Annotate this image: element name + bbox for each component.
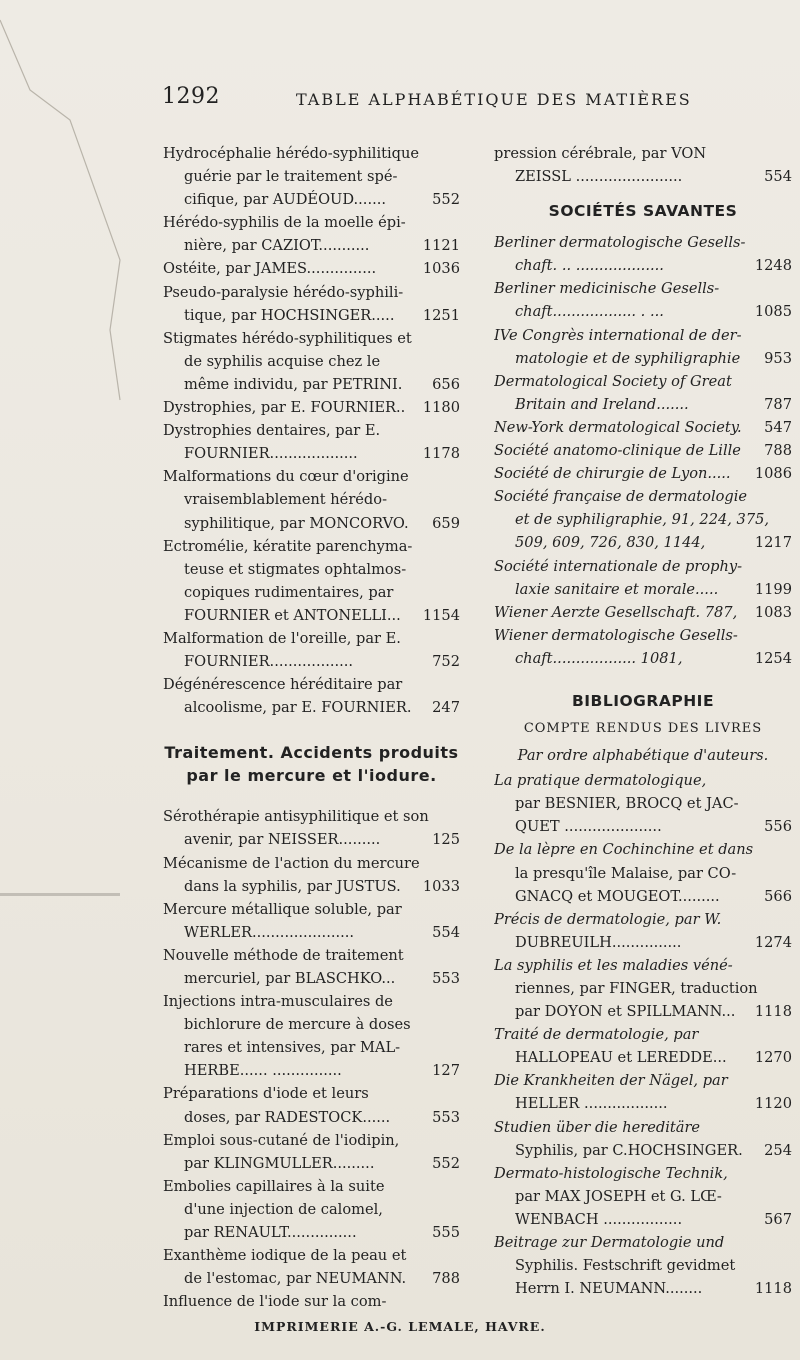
entry-page-ref: 554 <box>432 923 460 941</box>
entry-line: 509, 609, 726, 830, 1144, <box>515 534 706 552</box>
index-entry <box>163 673 460 719</box>
entry-line: Société de chirurgie de Lyon..... <box>494 465 731 483</box>
right-column <box>494 142 792 1300</box>
entry-line: FOURNIER................... <box>184 445 358 463</box>
entry-page-ref: 1036 <box>422 260 460 278</box>
entry-line: la presqu'île Malaise, par CO- <box>515 864 737 882</box>
entry-page-ref: 1248 <box>754 257 792 275</box>
index-entry <box>163 1082 460 1128</box>
entry-line: teuse et stigmates ophtalmos- <box>184 560 407 578</box>
index-entry <box>163 535 460 627</box>
book-entry <box>494 838 792 907</box>
index-entry <box>163 396 460 419</box>
section-heading-bibliographie: BIBLIOGRAPHIE <box>571 691 715 710</box>
index-entry <box>163 990 460 1082</box>
entry-line: Mécanisme de l'action du mercure <box>163 854 420 872</box>
entry-line: vraisemblablement hérédo- <box>184 491 387 509</box>
entry-line: DUBREUILH............... <box>515 933 682 951</box>
entry-page-ref: 556 <box>764 818 792 836</box>
index-entry <box>163 211 460 257</box>
entry-line: Hydrocéphalie hérédo-syphilitique <box>163 145 420 162</box>
entry-line: Britain and Ireland....... <box>515 395 689 413</box>
book-entry <box>494 1231 792 1300</box>
section-heading-societes: SOCIÉTÉS SAVANTES <box>548 202 738 221</box>
entry-page-ref: 1178 <box>422 445 460 463</box>
entry-page-ref: 555 <box>432 1224 460 1242</box>
entry-line: Préparations d'iode et leurs <box>163 1085 369 1103</box>
entry-line: doses, par RADESTOCK...... <box>184 1108 391 1126</box>
index-entry <box>163 419 460 465</box>
entry-line: guérie par le traitement spé- <box>184 168 398 186</box>
entry-line: Nouvelle méthode de traitement <box>163 946 404 964</box>
entry-line: de syphilis acquise chez le <box>184 352 381 370</box>
entry-line: tique, par HOCHSINGER..... <box>184 306 395 324</box>
index-entry <box>163 1129 460 1175</box>
entry-page-ref: 566 <box>764 887 792 905</box>
entry-page-ref: 1274 <box>754 933 792 951</box>
entry-line: Wiener dermatologische Gesells- <box>494 626 738 644</box>
entry-page-ref: 1118 <box>754 1003 792 1021</box>
entry-page-ref: 1217 <box>754 534 792 552</box>
entry-line: Emploi sous-cutané de l'iodipin, <box>163 1131 400 1149</box>
entry-page-ref: 554 <box>764 168 792 186</box>
entry-line: Ostéite, par JAMES............... <box>163 260 377 278</box>
entry-line: Dystrophies dentaires, par E. <box>163 422 381 440</box>
entry-line: de l'estomac, par NEUMANN. <box>184 1270 407 1288</box>
entry-line: Stigmates hérédo-syphilitiques et <box>163 329 412 347</box>
index-entry <box>163 805 460 851</box>
entry-line: Malformations du cœur d'origine <box>163 468 409 486</box>
entry-page-ref: 787 <box>764 395 792 413</box>
entry-line: chaft.................. 1081, <box>515 649 683 667</box>
book-entry <box>494 1116 792 1162</box>
book-entry <box>494 1023 792 1069</box>
book-entry <box>494 908 792 954</box>
society-entry <box>494 555 792 601</box>
entry-line: De la lèpre en Cochinchine et dans <box>494 841 754 859</box>
entry-line: d'une injection de calomel, <box>184 1200 383 1218</box>
entry-line: syphilitique, par MONCORVO. <box>184 514 409 532</box>
entry-line: laxie sanitaire et morale..... <box>515 580 719 598</box>
index-entry <box>163 852 460 898</box>
index-entry <box>163 898 460 944</box>
entry-line: Wiener Aerzte Gesellschaft. 787, <box>494 603 738 621</box>
page-header <box>162 84 762 116</box>
entry-line: New-York dermatological Society. <box>494 418 742 436</box>
entry-line: Dégénérescence héréditaire par <box>163 676 403 694</box>
bibliography-subheading: COMPTE RENDUS DES LIVRES <box>523 720 763 736</box>
entry-page-ref: 752 <box>432 653 460 671</box>
entry-line: bichlorure de mercure à doses <box>184 1016 411 1034</box>
entry-line: Berliner medicinische Gesells- <box>494 280 720 298</box>
entry-line: WENBACH ................. <box>515 1210 683 1228</box>
entry-line: Dermatological Society of Great <box>494 372 732 390</box>
index-entry <box>163 281 460 327</box>
entry-line: Société française de dermatologie <box>494 488 748 506</box>
entry-line: HERBE...... ............... <box>184 1062 342 1080</box>
society-entry <box>494 624 792 670</box>
book-entry <box>494 1069 792 1115</box>
entry-page-ref: 125 <box>432 831 460 849</box>
society-entry <box>494 277 792 323</box>
entry-page-ref: 1270 <box>754 1049 792 1067</box>
index-entry <box>163 1244 460 1290</box>
entry-line: par RENAULT............... <box>184 1224 357 1242</box>
entry-line: Ectromélie, kératite parenchyma- <box>163 537 413 555</box>
entry-line: par KLINGMULLER......... <box>184 1154 375 1172</box>
entry-line: même individu, par PETRINI. <box>184 375 403 393</box>
book-entry <box>494 954 792 1023</box>
entry-page-ref: 656 <box>432 375 460 393</box>
entry-line: copiques rudimentaires, par <box>184 583 394 601</box>
index-entry <box>163 142 460 211</box>
entry-line: ZEISSL ....................... <box>515 168 683 186</box>
entry-page-ref: 547 <box>764 418 792 436</box>
entry-page-ref: 1083 <box>754 603 792 621</box>
society-entry <box>494 439 792 462</box>
entry-line: Dystrophies, par E. FOURNIER.. <box>163 399 406 417</box>
book-entry <box>494 1162 792 1231</box>
entry-line: nière, par CAZIOT........... <box>184 237 370 255</box>
page-number: 1292 <box>162 84 220 109</box>
index-entry <box>163 327 460 396</box>
society-entry <box>494 370 792 416</box>
society-entry <box>494 485 792 554</box>
entry-line: cifique, par AUDÉOUD....... <box>184 191 386 209</box>
entry-line: chaft.................. . ... <box>515 303 664 321</box>
entry-line: Herrn I. NEUMANN........ <box>515 1280 703 1298</box>
entry-page-ref: 659 <box>432 514 460 532</box>
entry-line: matologie et de syphiligraphie <box>515 349 741 367</box>
entry-line: Mercure métallique soluble, par <box>163 900 402 918</box>
entry-page-ref: 247 <box>432 699 460 717</box>
entry-line: alcoolisme, par E. FOURNIER. <box>184 699 412 717</box>
bibliography-order-note: Par ordre alphabétique d'auteurs. <box>517 747 769 765</box>
page-fold-mark <box>0 0 160 420</box>
entry-page-ref: 1180 <box>422 399 460 417</box>
entry-page-ref: 254 <box>764 1141 792 1159</box>
imprint: IMPRIMERIE A.-G. LEMALE, HAVRE. <box>254 1319 546 1334</box>
entry-line: La syphilis et les maladies véné- <box>494 956 733 974</box>
entry-page-ref: 1199 <box>754 580 792 598</box>
entry-page-ref: 567 <box>764 1210 792 1228</box>
entry-page-ref: 553 <box>432 1108 460 1126</box>
index-entry <box>494 142 792 188</box>
entry-page-ref: 1254 <box>754 649 792 667</box>
society-entry <box>494 601 792 624</box>
entry-page-ref: 1033 <box>422 877 460 895</box>
entry-page-ref: 552 <box>432 191 460 209</box>
society-entry <box>494 231 792 277</box>
entry-line: Berliner dermatologische Gesells- <box>494 234 746 252</box>
section-heading-traitement: Traitement. Accidents produits par le mercure et l'iodure. <box>164 743 459 786</box>
entry-line: Dermato-histologische Technik, <box>494 1164 728 1182</box>
entry-page-ref: 953 <box>764 349 792 367</box>
entry-line: dans la syphilis, par JUSTUS. <box>184 877 401 895</box>
entry-line: par BESNIER, BROCQ et JAC- <box>515 795 739 813</box>
entry-page-ref: 1085 <box>754 303 792 321</box>
entry-line: mercuriel, par BLASCHKO... <box>184 970 396 987</box>
entry-page-ref: 1118 <box>754 1280 792 1298</box>
society-entry <box>494 416 792 439</box>
entry-line: Syphilis. Festschrift gevidmet <box>515 1257 736 1275</box>
entry-line: chaft. .. ................... <box>515 257 664 275</box>
running-head: TABLE ALPHABÉTIQUE DES MATIÈRES <box>296 90 692 109</box>
entry-line: Traité de dermatologie, par <box>494 1026 699 1044</box>
index-entry <box>163 1175 460 1244</box>
entry-line: Influence de l'iode sur la com- <box>163 1293 387 1311</box>
entry-line: Précis de dermatologie, par W. <box>494 910 722 928</box>
entry-line: Die Krankheiten der Nägel, par <box>494 1072 728 1090</box>
entry-page-ref: 1154 <box>422 606 460 624</box>
entry-line: WERLER...................... <box>184 923 355 941</box>
entry-line: FOURNIER et ANTONELLI... <box>184 606 401 624</box>
entry-page-ref: 127 <box>432 1062 460 1080</box>
entry-page-ref: 1120 <box>754 1095 792 1113</box>
entry-page-ref: 1121 <box>422 237 460 255</box>
left-column <box>163 142 460 1313</box>
entry-page-ref: 553 <box>432 970 460 987</box>
entry-line: et de syphiligraphie, 91, 224, 375, <box>515 511 770 529</box>
entry-line: Syphilis, par C.HOCHSINGER. <box>515 1141 743 1159</box>
entry-line: Sérothérapie antisyphilitique et son <box>163 808 429 826</box>
entry-page-ref: 552 <box>432 1154 460 1172</box>
page-stain <box>0 893 120 896</box>
entry-line: FOURNIER.................. <box>184 653 354 671</box>
index-entry <box>163 465 460 534</box>
index-entry <box>163 257 460 280</box>
entry-line: Pseudo-paralysie hérédo-syphili- <box>163 283 404 301</box>
entry-line: Embolies capillaires à la suite <box>163 1177 385 1195</box>
entry-line: Société anatomo-clinique de Lille <box>494 442 741 460</box>
entry-line: Studien über die hereditäre <box>494 1118 701 1136</box>
entry-page-ref: 1251 <box>422 306 460 324</box>
book-entry <box>494 769 792 838</box>
entry-line: QUET ..................... <box>515 818 662 836</box>
entry-line: La pratique dermatologique, <box>494 772 707 790</box>
entry-line: Injections intra-musculaires de <box>163 993 393 1011</box>
entry-line: riennes, par FINGER, traduction <box>515 980 758 997</box>
entry-line: Exanthème iodique de la peau et <box>163 1247 407 1265</box>
entry-line: par MAX JOSEPH et G. LŒ- <box>515 1187 722 1205</box>
entry-line: GNACQ et MOUGEOT......... <box>515 887 720 905</box>
index-entry <box>163 1290 460 1313</box>
entry-line: rares et intensives, par MAL- <box>184 1039 401 1057</box>
entry-line: Hérédo-syphilis de la moelle épi- <box>163 214 406 232</box>
entry-line: pression cérébrale, par VON <box>494 145 707 162</box>
index-entry <box>163 627 460 673</box>
society-entry <box>494 324 792 370</box>
entry-line: par DOYON et SPILLMANN... <box>515 1003 736 1021</box>
entry-line: Malformation de l'oreille, par E. <box>163 629 401 647</box>
index-entry <box>163 944 460 990</box>
entry-line: avenir, par NEISSER......... <box>184 831 381 849</box>
entry-page-ref: 788 <box>432 1270 460 1288</box>
entry-line: IVe Congrès international de der- <box>494 326 742 344</box>
society-entry <box>494 462 792 485</box>
entry-page-ref: 788 <box>764 442 792 460</box>
entry-page-ref: 1086 <box>754 465 792 483</box>
entry-line: Beitrage zur Dermatologie und <box>494 1234 725 1252</box>
entry-line: HALLOPEAU et LEREDDE... <box>515 1049 727 1067</box>
entry-line: HELLER .................. <box>515 1095 668 1113</box>
entry-line: Société internationale de prophy- <box>494 557 743 575</box>
